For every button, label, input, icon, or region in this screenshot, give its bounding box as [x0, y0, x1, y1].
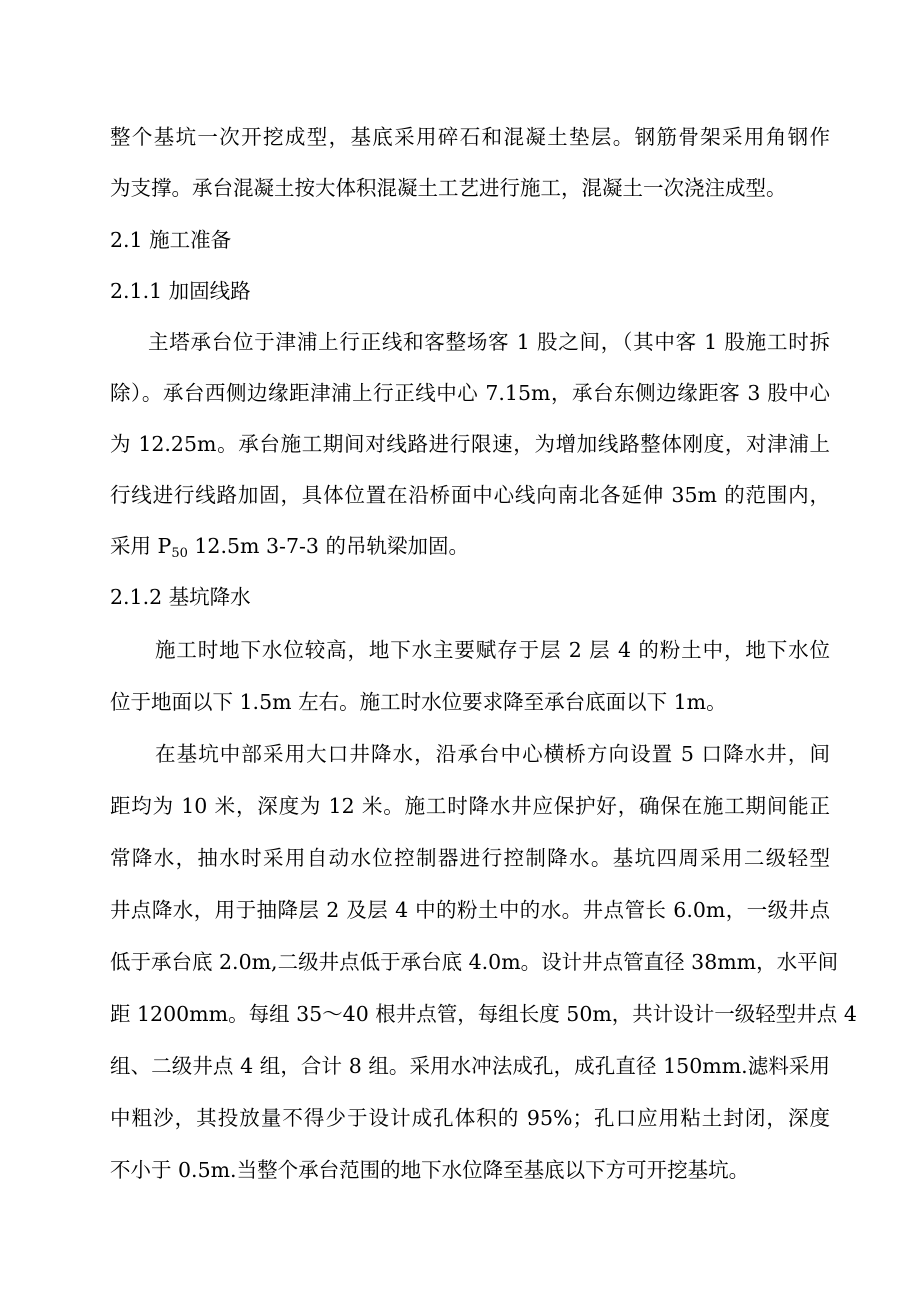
intro-line-1: 整个基坑一次开挖成型，基底采用碎石和混凝土垫层。钢筋骨架采用角钢作: [110, 125, 830, 149]
heading-2-1: 2.1 施工准备: [110, 228, 232, 252]
heading-2-1-1: 2.1.1 加固线路: [110, 279, 251, 303]
para-2-1-1-line-3: 为 12.25m。承台施工期间对线路进行限速，为增加线路整体刚度，对津浦上: [110, 432, 830, 456]
para-2-1-2-p1-line-2: 位于地面以下 1.5m 左右。施工时水位要求降至承台底面以下 1m。: [110, 690, 727, 714]
rail-type-suffix: 12.5m 3-7-3 的吊轨梁加固。: [187, 534, 469, 558]
para-2-1-2-p2-line-6: 距 1200mm。每组 35～40 根井点管，每组长度 50m，共计设计一级轻型井点 4: [110, 1002, 857, 1026]
rail-type-prefix: 采用 P: [110, 534, 172, 558]
para-2-1-1-line-1: 主塔承台位于津浦上行正线和客整场客 1 股之间，（其中客 1 股施工时拆: [148, 330, 830, 354]
para-2-1-1-line-4: 行线进行线路加固，具体位置在沿桥面中心线向南北各延伸 35m 的范围内，: [110, 483, 830, 507]
para-2-1-2-p2-line-8: 中粗沙，其投放量不得少于设计成孔体积的 95%；孔口应用粘土封闭，深度: [110, 1106, 830, 1130]
para-2-1-2-p2-line-2: 距均为 10 米，深度为 12 米。施工时降水井应保护好，确保在施工期间能正: [110, 794, 830, 818]
heading-2-1-2: 2.1.2 基坑降水: [110, 585, 251, 609]
para-2-1-2-p2-line-3: 常降水，抽水时采用自动水位控制器进行控制降水。基坑四周采用二级轻型: [110, 846, 830, 870]
para-2-1-2-p1-line-1: 施工时地下水位较高，地下水主要赋存于层 2 层 4 的粉土中，地下水位: [155, 638, 830, 662]
para-2-1-2-p2-line-5: 低于承台底 2.0m,二级井点低于承台底 4.0m。设计井点管直径 38mm，水平间: [110, 950, 839, 974]
para-2-1-1-line-5: [110, 526, 830, 566]
para-2-1-2-p2-line-7: 组、二级井点 4 组，合计 8 组。采用水冲法成孔，成孔直径 150mm.滤料采用: [110, 1054, 830, 1078]
para-2-1-2-p2-line-9: 不小于 0.5m.当整个承台范围的地下水位降至基底以下方可开挖基坑。: [110, 1158, 750, 1182]
para-2-1-1-line-2: 除）。承台西侧边缘距津浦上行正线中心 7.15m，承台东侧边缘距客 3 股中心: [110, 381, 830, 405]
intro-line-2: 为支撑。承台混凝土按大体积混凝土工艺进行施工，混凝土一次浇注成型。: [110, 176, 787, 200]
rail-type-subscript: 50: [171, 546, 188, 561]
para-2-1-2-p2-line-4: 井点降水，用于抽降层 2 及层 4 中的粉土中的水。井点管长 6.0m，一级井点: [110, 898, 830, 922]
para-2-1-2-p2-line-1: 在基坑中部采用大口井降水，沿承台中心横桥方向设置 5 口降水井，间: [155, 742, 830, 766]
